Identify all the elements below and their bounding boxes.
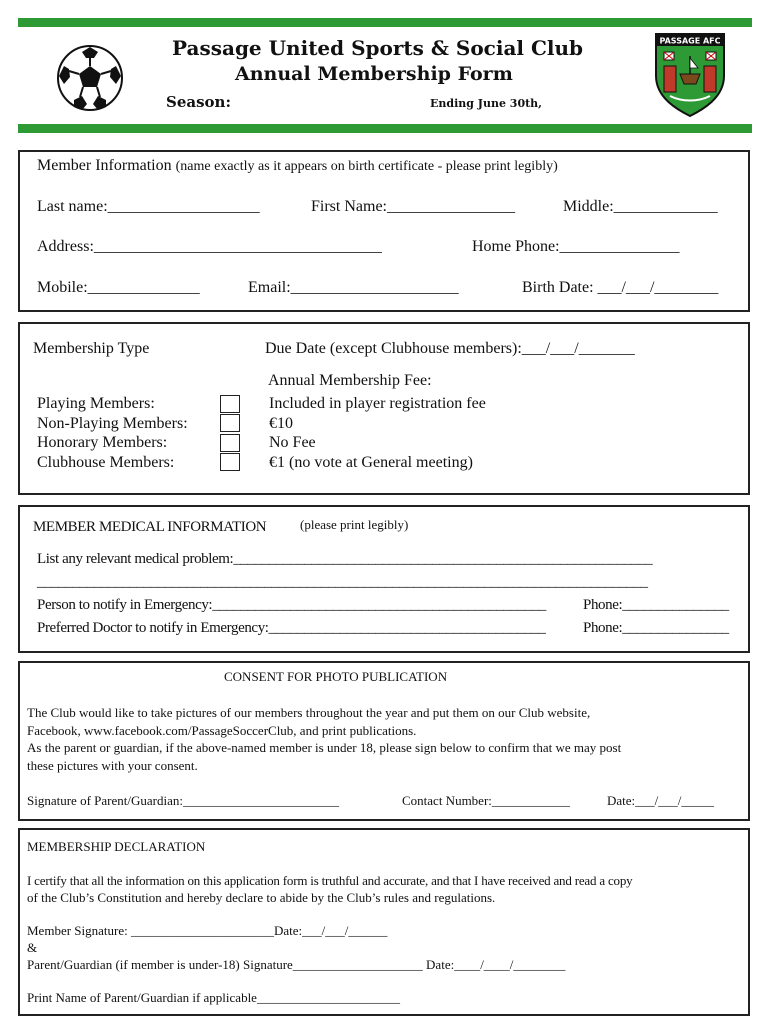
bottom-green-bar [18, 124, 752, 133]
club-crest-icon [652, 30, 728, 118]
form-title: Passage United Sports & Social Club [172, 36, 584, 60]
email-field[interactable]: Email:_____________________ [248, 279, 459, 296]
ending-label: Ending June 30th, [430, 97, 543, 110]
photo-consent-date-field[interactable]: Date:___/___/_____ [607, 793, 714, 808]
doctor-field[interactable]: Preferred Doctor to notify in Emergency:_______________________________________ [37, 620, 546, 636]
doctor-phone-field[interactable]: Phone:_______________ [583, 620, 729, 636]
non-playing-members-checkbox[interactable] [220, 414, 240, 432]
honorary-members-checkbox[interactable] [220, 434, 240, 452]
parent-signature-field[interactable]: Signature of Parent/Guardian:________________________ [27, 793, 339, 808]
playing-members-label: Playing Members: [37, 395, 155, 412]
contact-number-field[interactable]: Contact Number:____________ [402, 793, 570, 808]
parent-guardian-signature-field[interactable]: Parent/Guardian (if member is under-18) Signature____________________ Date:____/____/________ [27, 957, 566, 972]
clubhouse-members-label: Clubhouse Members: [37, 454, 175, 471]
non-playing-members-label: Non-Playing Members: [37, 415, 188, 432]
medical-note: (please print legibly) [300, 517, 409, 532]
declaration-line-2: of the Club’s Constitution and hereby declare to abide by the Club’s rules and regulations. [27, 890, 496, 905]
honorary-members-fee: No Fee [269, 434, 316, 451]
top-green-bar [18, 18, 752, 27]
form-subtitle: Annual Membership Form [235, 63, 513, 85]
first-name-field[interactable]: First Name:________________ [311, 198, 515, 215]
photo-consent-line-3: As the parent or guardian, if the above-named member is under 18, please sign below to confirm that we may post [27, 740, 622, 755]
address-field[interactable]: Address:____________________________________ [37, 238, 382, 255]
photo-consent-line-4: these pictures with your consent. [27, 758, 198, 773]
emergency-phone-field[interactable]: Phone:_______________ [583, 597, 729, 613]
photo-consent-heading: CONSENT FOR PHOTO PUBLICATION [224, 669, 448, 684]
print-name-field[interactable]: Print Name of Parent/Guardian if applicable______________________ [27, 990, 400, 1005]
emergency-contact-field[interactable]: Person to notify in Emergency:_______________________________________________ [37, 597, 546, 613]
photo-consent-line-2: Facebook, www.facebook.com/PassageSoccerClub, and print publications. [27, 723, 417, 738]
clubhouse-members-checkbox[interactable] [220, 453, 240, 471]
playing-members-fee: Included in player registration fee [269, 395, 486, 412]
ampersand: & [27, 940, 38, 955]
membership-type-label: Membership Type [33, 340, 150, 357]
medical-problem-continued[interactable]: ______________________________________________________________________________________ [37, 574, 648, 590]
birth-date-field[interactable]: Birth Date: ___/___/________ [522, 279, 719, 296]
medical-problem-field[interactable]: List any relevant medical problem:___________________________________________________________ [37, 551, 653, 567]
member-info-header [37, 157, 558, 175]
annual-fee-label: Annual Membership Fee: [268, 372, 432, 389]
crest-text: PASSAGE AFC [659, 36, 721, 46]
last-name-field[interactable]: Last name:___________________ [37, 198, 260, 215]
home-phone-field[interactable]: Home Phone:_______________ [472, 238, 680, 255]
season-label: Season: [166, 93, 231, 111]
non-playing-members-fee: €10 [269, 415, 293, 432]
middle-name-field[interactable]: Middle:_____________ [563, 198, 718, 215]
member-info-note: (name exactly as it appears on birth certificate - please print legibly) [175, 159, 558, 174]
playing-members-checkbox[interactable] [220, 395, 240, 413]
photo-consent-line-1: The Club would like to take pictures of our members throughout the year and put them on our Club website, [27, 705, 591, 720]
honorary-members-label: Honorary Members: [37, 434, 168, 451]
soccer-ball-icon [56, 44, 124, 112]
mobile-field[interactable]: Mobile:______________ [37, 279, 200, 296]
member-info-heading: Member Information [37, 157, 172, 174]
declaration-line-1: I certify that all the information on this application form is truthful and accurate, and that I have received and read a copy [27, 873, 633, 888]
member-signature-field[interactable]: Member Signature: ______________________Date:___/___/______ [27, 923, 388, 938]
clubhouse-members-fee: €1 (no vote at General meeting) [269, 454, 473, 471]
medical-heading: MEMBER MEDICAL INFORMATION [33, 519, 267, 535]
membership-declaration-section [18, 828, 750, 1016]
due-date-field[interactable]: Due Date (except Clubhouse members):___/___/_______ [265, 340, 635, 357]
declaration-heading: MEMBERSHIP DECLARATION [27, 839, 206, 854]
